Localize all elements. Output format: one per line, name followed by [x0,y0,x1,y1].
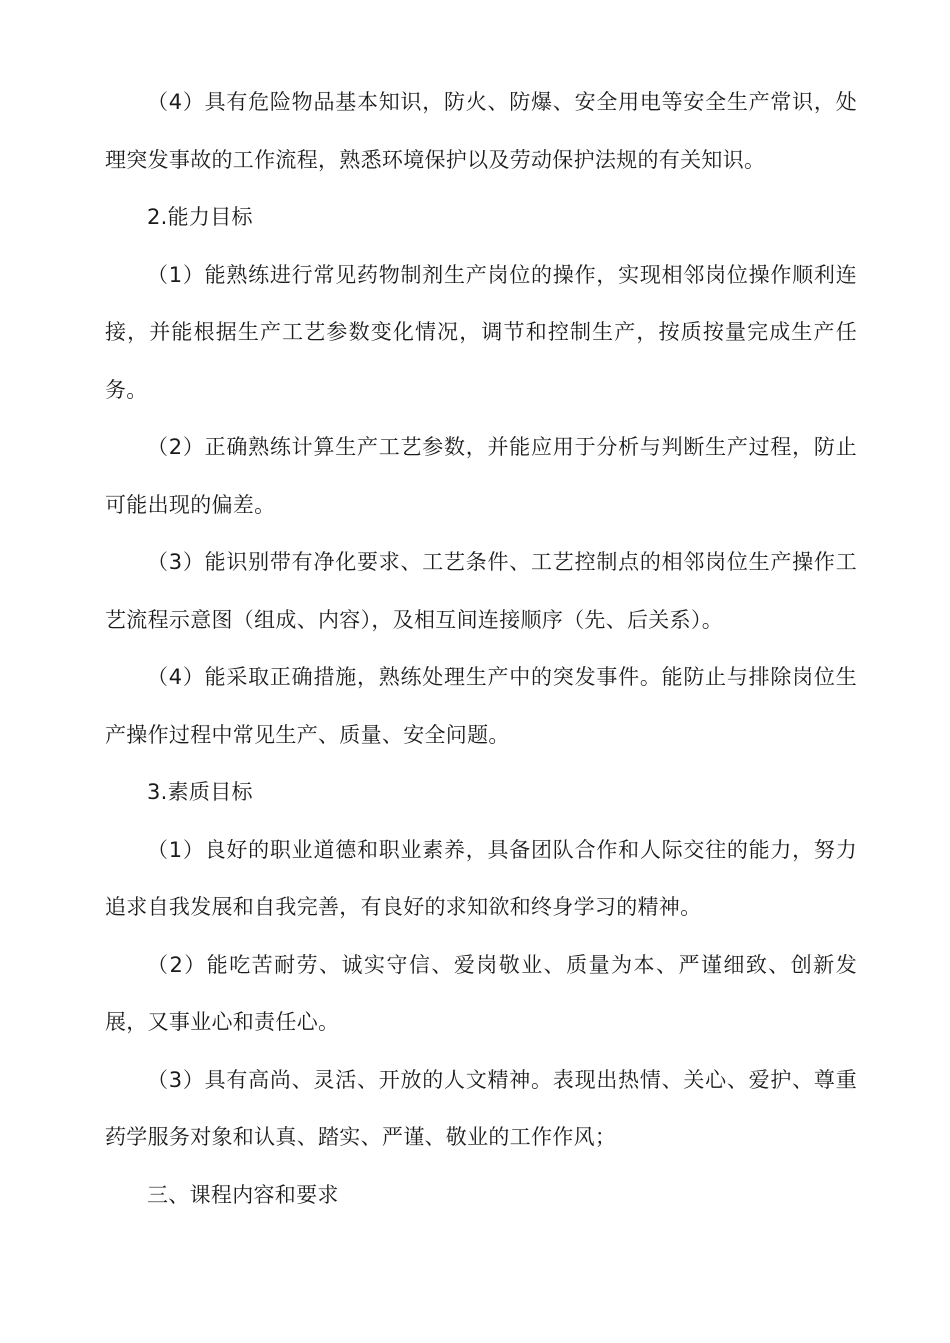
paragraph-ability-3: （3）能识别带有净化要求、工艺条件、工艺控制点的相邻岗位生产操作工艺流程示意图（组成、内容），及相互间连接顺序（先、后关系）。 [105,550,857,632]
paragraph-ability-1: （1）能熟练进行常见药物制剂生产岗位的操作，实现相邻岗位操作顺利连接，并能根据生产工艺参数变化情况，调节和控制生产，按质按量完成生产任务。 [105,262,857,402]
paragraph-quality-3: （3）具有高尚、灵活、开放的人文精神。表现出热情、关心、爱护、尊重药学服务对象和认真、踏实、严谨、敬业的工作作风； [105,1067,857,1149]
heading-ability-goals: 2.能力目标 [147,205,253,229]
paragraph-ability-4: （4）能采取正确措施，熟练处理生产中的突发事件。能防止与排除岗位生产操作过程中常见生产、质量、安全问题。 [105,665,857,747]
paragraph-knowledge-4: （4）具有危险物品基本知识，防火、防爆、安全用电等安全生产常识，处理突发事故的工作流程，熟悉环境保护以及劳动保护法规的有关知识。 [105,90,857,172]
heading-course-content: 三、课程内容和要求 [147,1182,339,1207]
document-body [105,74,857,1224]
heading-quality-goals: 3.素质目标 [147,780,253,804]
paragraph-ability-2: （2）正确熟练计算生产工艺参数，并能应用于分析与判断生产过程，防止可能出现的偏差。 [105,435,857,517]
paragraph-quality-1: （1）良好的职业道德和职业素养，具备团队合作和人际交往的能力，努力追求自我发展和自我完善，有良好的求知欲和终身学习的精神。 [105,837,857,919]
paragraph-quality-2: （2）能吃苦耐劳、诚实守信、爱岗敬业、质量为本、严谨细致、创新发展，又事业心和责任心。 [105,952,857,1034]
